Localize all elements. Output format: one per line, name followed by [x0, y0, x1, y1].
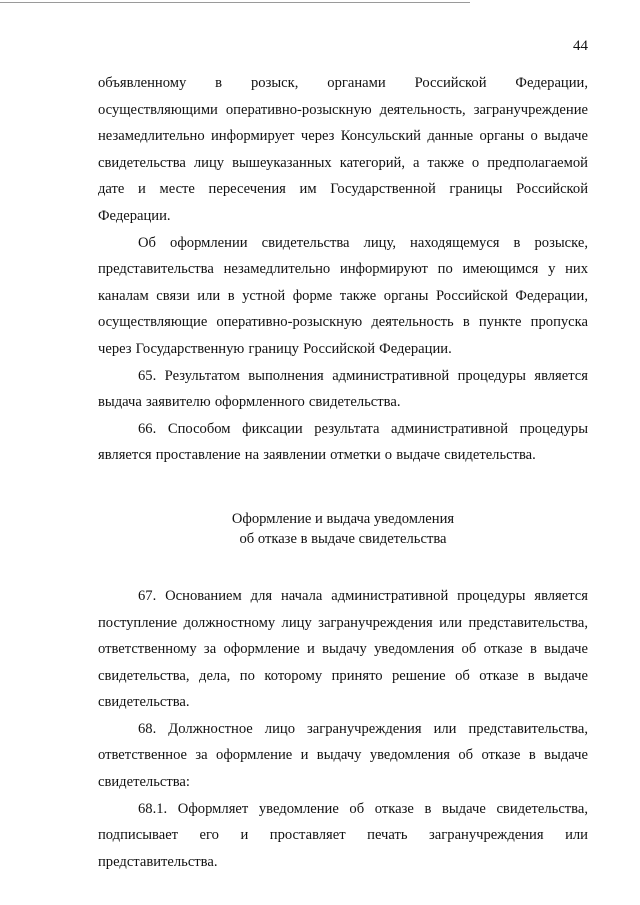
page-number: 44: [573, 38, 588, 54]
paragraph-67: 67. Основанием для начала административной процедуры является поступление должностному лицу загранучреждения или представительства, ответственному за оформление и выдачу уведомления об отказе в выдаче свидетельства, дела, по которому принято решение об отказе в выдаче свидетельства.: [98, 587, 588, 711]
section-heading-line-2: об отказе в выдаче свидетельства: [239, 530, 447, 547]
paragraph-wanted-person-notice: Об оформлении свидетельства лицу, находящемуся в розыске, представительства незамедлительно информируют по имеющимся у них каналам связи или в устной форме также органы Российской Федерации, осуществляющие оперативно-розыскную деятельность в пункте пропуска через Государственную границу Российской Федерации.: [98, 234, 588, 357]
paragraph-continuation: объявленному в розыск, органами Российской Федерации, осуществляющими оперативно-розыскную деятельность, загранучреждение незамедлительно информирует через Консульский данные органы о выдаче свидетельства лицу вышеуказанных категорий, а также о предполагаемой дате и месте пересечения им Государственной границы Российской Федерации.: [98, 75, 588, 224]
section-heading-line-1: Оформление и выдача уведомления: [231, 510, 455, 527]
document-body: [98, 70, 588, 875]
paragraph-68: 68. Должностное лицо загранучреждения или представительства, ответственное за оформление и выдачу уведомления об отказе в выдаче свидетельства:: [98, 720, 588, 791]
paragraph-66: 66. Способом фиксации результата административной процедуры является проставление на заявлении отметки о выдаче свидетельства.: [98, 420, 588, 464]
top-scan-rule: [0, 2, 470, 3]
paragraph-65: 65. Результатом выполнения административной процедуры является выдача заявителю оформленного свидетельства.: [98, 367, 588, 411]
paragraph-68-1: 68.1. Оформляет уведомление об отказе в выдаче свидетельства, подписывает его и проставляет печать загранучреждения или представительства.: [98, 800, 588, 870]
section-heading: [98, 509, 588, 549]
